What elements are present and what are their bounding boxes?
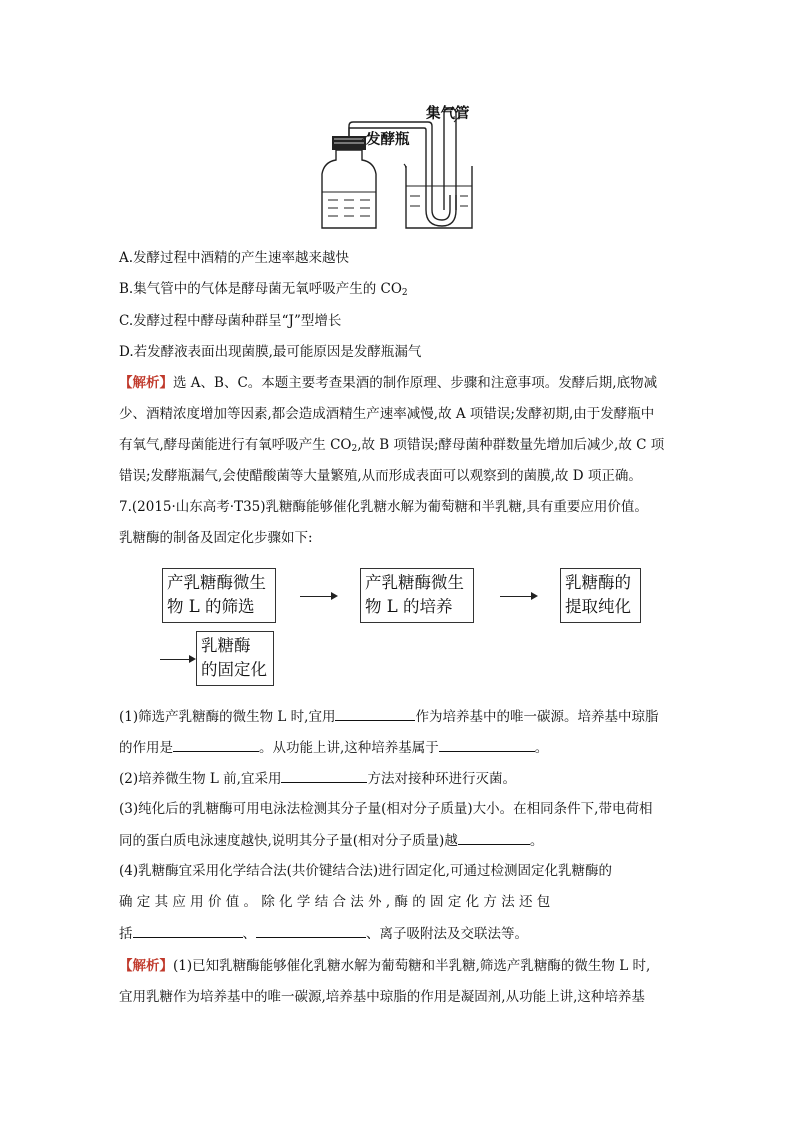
answer-blank-immobilization-2[interactable]	[256, 923, 366, 938]
analysis-1-text-3a: 有氧气,酵母菌能进行有氧呼吸产生 CO	[119, 437, 352, 453]
option-b-subscript: 2	[401, 288, 408, 298]
flow-step-4-line-2: 的固定化	[201, 660, 267, 679]
answer-blank-immobilization-1[interactable]	[133, 923, 243, 938]
flow-step-purification	[560, 568, 641, 623]
analysis-2-tag: 【解析】	[119, 958, 173, 974]
flow-step-2-line-2: 物 L 的培养	[365, 597, 453, 616]
question-1-text-b: 作为培养基中的唯一碳源。培养基中琼脂	[415, 709, 659, 725]
question-3-text-b: 同的蛋白质电泳速度越快,说明其分子量(相对分子质量)越	[119, 833, 458, 849]
flow-step-4-line-1: 乳糖酶	[201, 636, 251, 655]
question-7-line-1: 7.(2015·山东高考·T35)乳糖酶能够催化乳糖水解为葡萄糖和半乳糖,具有重要应用价值。	[119, 499, 648, 515]
question-1-text-d: 。从功能上讲,这种培养基属于	[259, 740, 439, 756]
analysis-1-line-2: 少、酒精浓度增加等因素,都会造成酒精生产速率减慢,故 A 项错误;发酵初期,由于发酵瓶中	[119, 406, 655, 422]
question-1-line-2	[119, 737, 548, 758]
flow-step-3-line-1: 乳糖酶的	[565, 573, 631, 592]
flow-step-1-line-2: 物 L 的筛选	[167, 597, 255, 616]
answer-blank-carbon-source[interactable]	[335, 706, 415, 721]
analysis-1-line-4: 错误;发酵瓶漏气,会使醋酸菌等大量繁殖,从而形成表面可以观察到的菌膜,故 D 项正确。	[119, 468, 642, 484]
option-c: C.发酵过程中酵母菌种群呈“J”型增长	[119, 313, 342, 329]
question-2-text-a: (2)培养微生物 L 前,宜采用	[119, 771, 282, 787]
question-4-line-3	[119, 923, 528, 944]
question-4-line-1: (4)乳糖酶宜采用化学结合法(共价键结合法)进行固定化,可通过检测固定化乳糖酶的	[119, 863, 612, 879]
apparatus-figure	[310, 100, 490, 242]
flow-step-immobilization	[196, 631, 274, 686]
answer-blank-sterilization[interactable]	[281, 768, 367, 783]
analysis-1-text-3b: ,故 B 项错误;酵母菌种群数量先增加后减少,故 C 项	[357, 437, 665, 453]
option-d: D.若发酵液表面出现菌膜,最可能原因是发酵瓶漏气	[119, 344, 422, 360]
question-1-line-1	[119, 706, 658, 727]
answer-blank-agar-role[interactable]	[173, 737, 259, 752]
flow-step-culture	[360, 568, 474, 623]
question-3-text-c: 。	[529, 833, 544, 849]
analysis-1-line-1	[119, 373, 657, 393]
option-b-text: B.集气管中的气体是酵母菌无氧呼吸产生的 CO	[119, 281, 402, 297]
flow-step-1-line-1: 产乳糖酶微生	[167, 573, 266, 592]
answer-blank-medium-type[interactable]	[439, 737, 535, 752]
analysis-2-text-1: (1)已知乳糖酶能够催化乳糖水解为葡萄糖和半乳糖,筛选产乳糖酶的微生物 L 时,	[173, 958, 651, 974]
option-a: A.发酵过程中酒精的产生速率越来越快	[119, 250, 350, 266]
flow-arrow-2	[500, 596, 536, 597]
label-gas-collecting-tube: 集气管	[426, 106, 470, 122]
question-2-line-1	[119, 768, 516, 789]
question-1-text-c: 的作用是	[119, 740, 173, 756]
flow-step-2-line-1: 产乳糖酶微生	[365, 573, 464, 592]
flow-step-3-line-2: 提取纯化	[565, 597, 631, 616]
question-3-line-1: (3)纯化后的乳糖酶可用电泳法检测其分子量(相对分子质量)大小。在相同条件下,带电荷相	[119, 801, 653, 817]
analysis-2-line-2: 宜用乳糖作为培养基中的唯一碳源,培养基中琼脂的作用是凝固剂,从功能上讲,这种培养基	[119, 989, 645, 1005]
analysis-2-line-1	[119, 956, 650, 976]
question-3-line-2	[119, 830, 543, 851]
label-fermentation-bottle: 发酵瓶	[366, 132, 410, 148]
analysis-1-subscript: 2	[351, 444, 358, 454]
flow-arrow-1	[300, 596, 336, 597]
flow-arrow-3	[160, 659, 194, 660]
analysis-1-line-3	[119, 435, 664, 459]
analysis-1-text-1: 选 A、B、C。本题主要考查果酒的制作原理、步骤和注意事项。发酵后期,底物减	[173, 375, 658, 391]
question-4-text-d: 、	[242, 926, 256, 942]
question-2-text-b: 方法对接种环进行灭菌。	[367, 771, 516, 787]
question-4-line-2: 确 定 其 应 用 价 值 。 除 化 学 结 合 法 外 , 酶 的 固 定 化 方 法 还 包	[119, 894, 551, 910]
answer-blank-molecular-weight[interactable]	[458, 830, 530, 845]
flow-step-screening	[162, 568, 276, 623]
question-1-text-a: (1)筛选产乳糖酶的微生物 L 时,宜用	[119, 709, 336, 725]
question-7-line-2: 乳糖酶的制备及固定化步骤如下:	[119, 530, 313, 546]
analysis-tag: 【解析】	[119, 375, 173, 391]
question-4-text-e: 、离子吸附法及交联法等。	[366, 926, 528, 942]
question-1-text-e: 。	[534, 740, 549, 756]
question-4-text-c: 括	[119, 926, 133, 942]
option-b	[119, 279, 408, 303]
